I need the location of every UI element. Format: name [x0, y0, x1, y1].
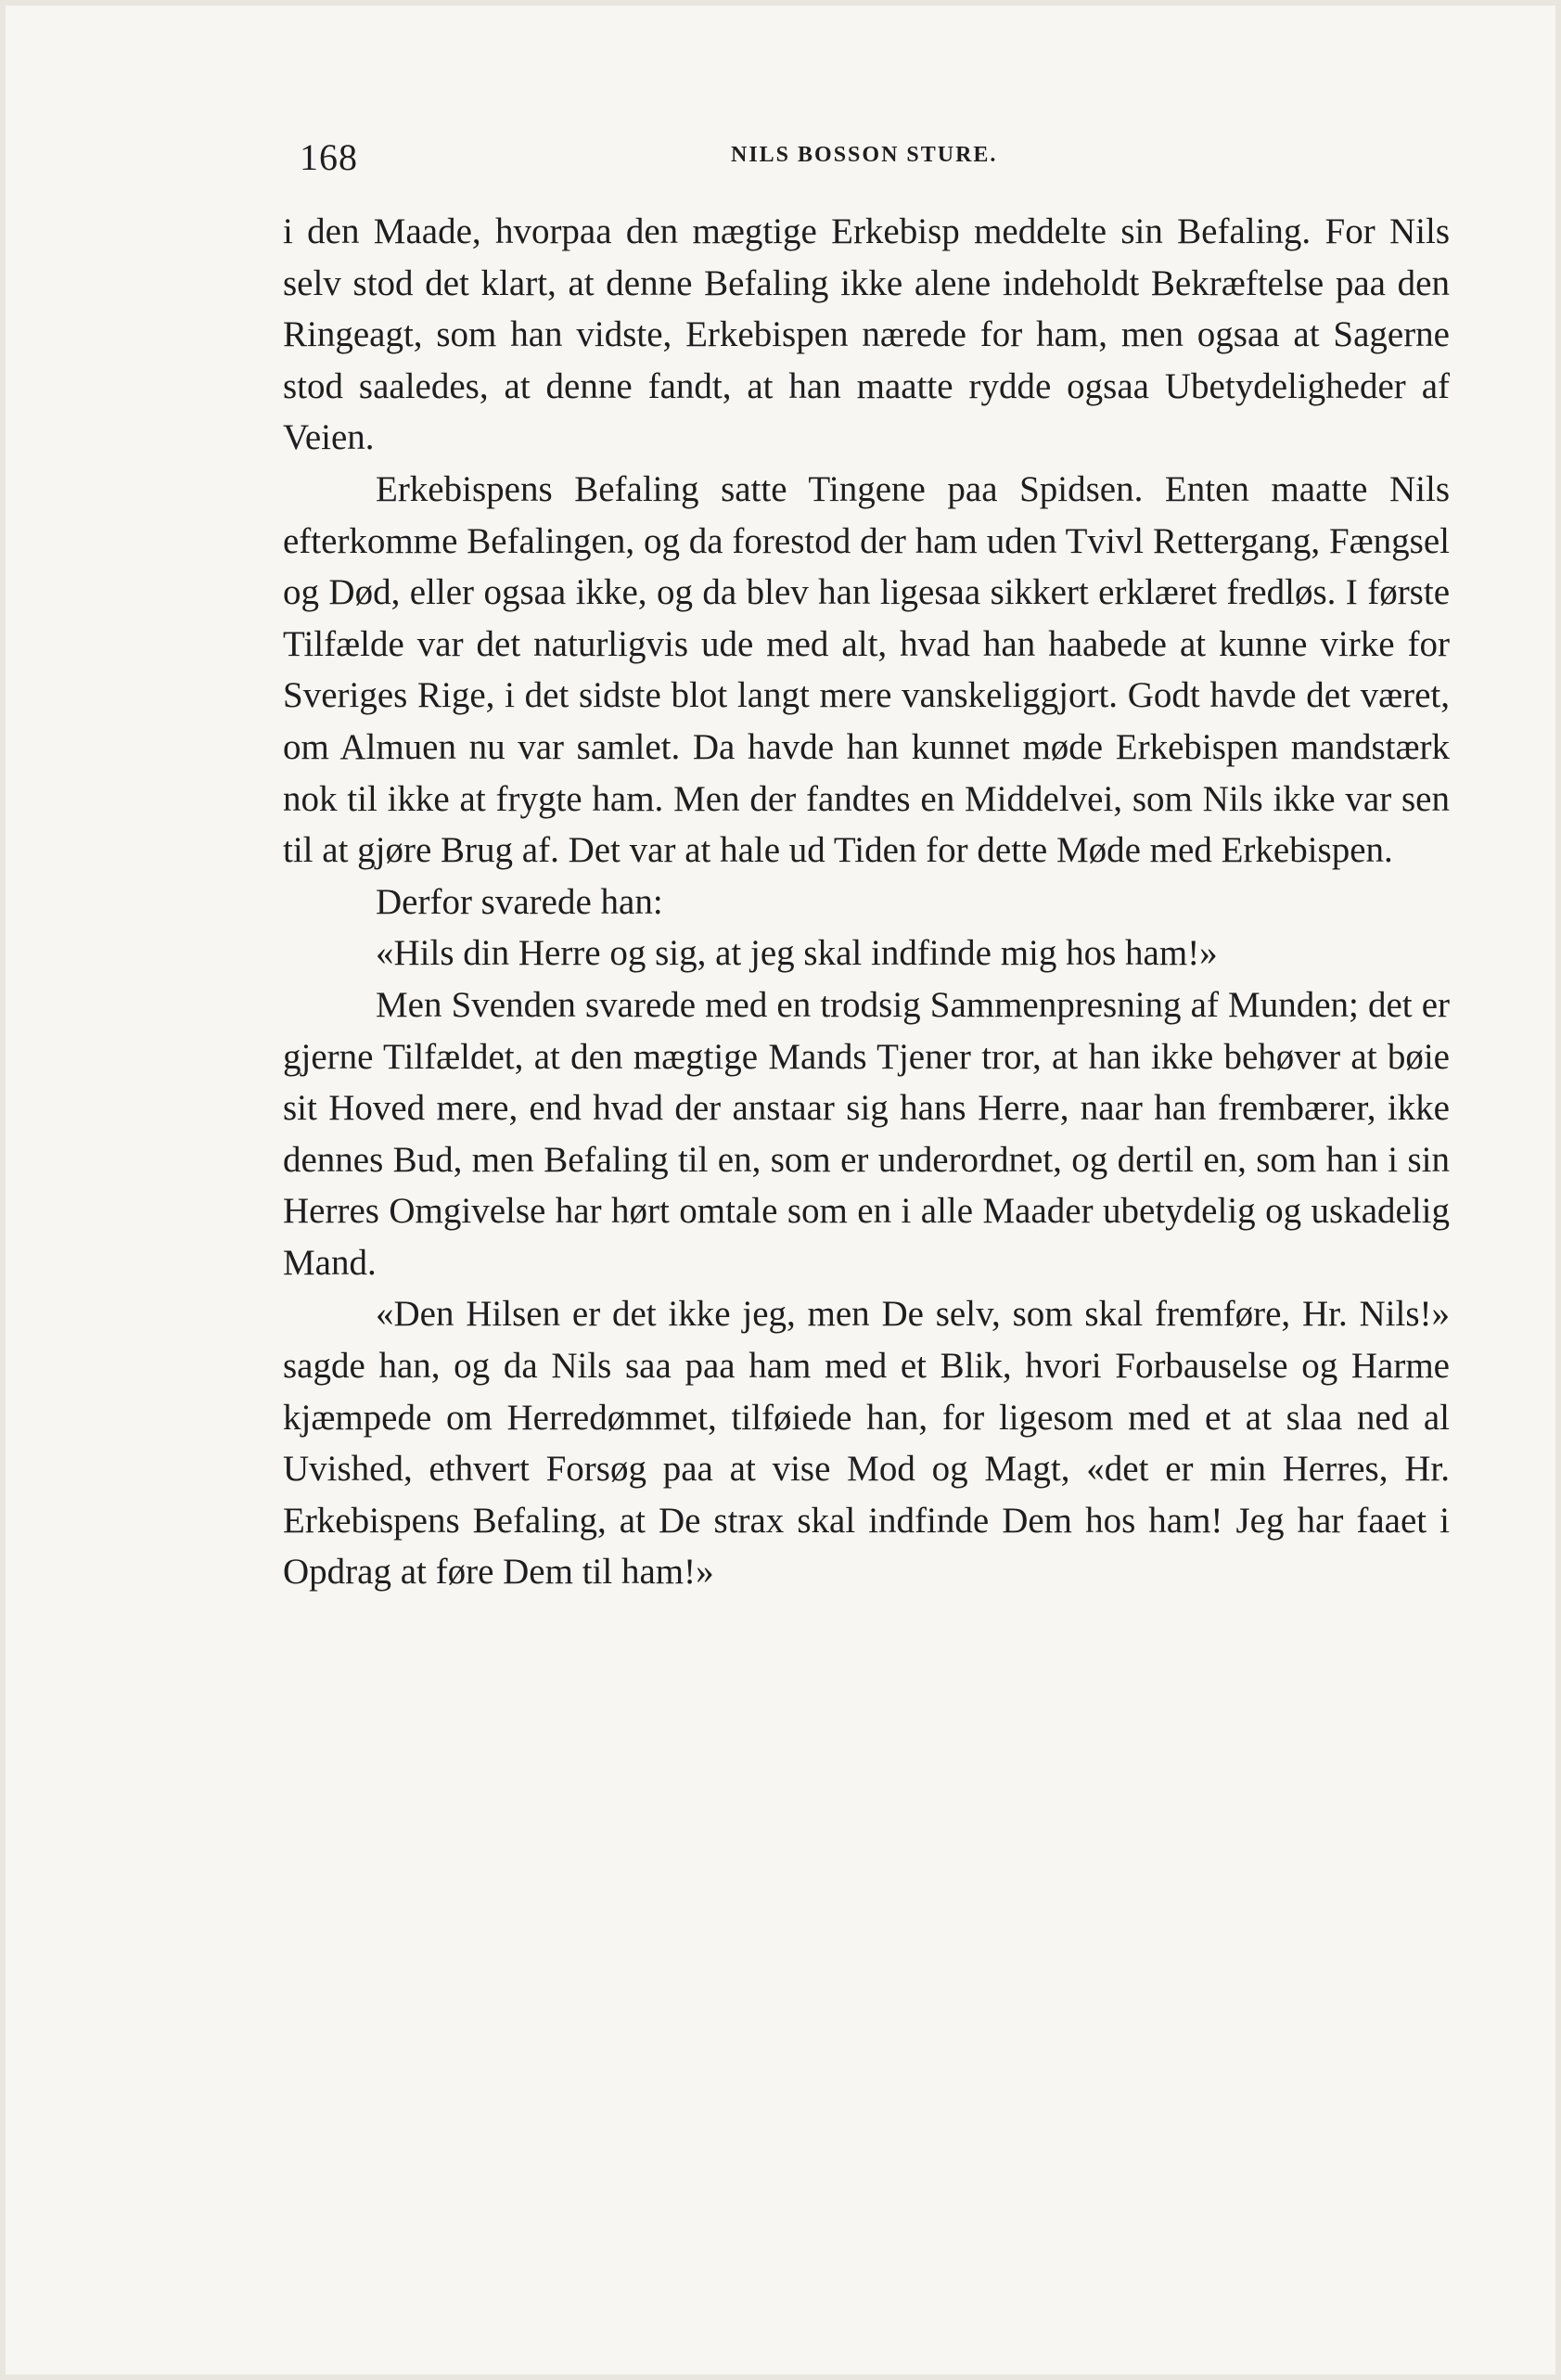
page-number: 168	[300, 136, 358, 178]
page-header	[300, 128, 1459, 184]
running-title: NILS BOSSON STURE.	[731, 143, 998, 167]
paragraph: Men Svenden svarede med en trodsig Sammenpresning af Munden; det er gjerne Tilfældet, at den mægtige Mands Tjener tror, at han ikke behøver at bøie sit Hoved mere, end hvad der anstaar sig hans Herre, naar han frembærer, ikke dennes Bud, men Befaling til en, som er underordnet, og dertil en, som han i sin Herres Omgivelse har hørt omtale som en i alle Maader ubetydelig og uskadelig Mand.	[283, 984, 1450, 1283]
paragraph: Derfor svarede han:	[376, 881, 663, 922]
body-text	[283, 206, 1450, 1598]
paragraph: i den Maade, hvorpaa den mægtige Erkebisp meddelte sin Befaling. For Nils selv stod det klart, at denne Befaling ikke alene indeholdt Bekræftelse paa den Ringeagt, som han vidste, Erkebispen nærede for ham, men ogsaa at Sagerne stod saaledes, at denne fandt, at han maatte rydde ogsaa Ubetydeligheder af Veien.	[283, 211, 1450, 458]
paragraph: «Hils din Herre og sig, at jeg skal indfinde mig hos ham!»	[376, 933, 1218, 974]
paragraph: Erkebispens Befaling satte Tingene paa Spidsen. Enten maatte Nils efterkomme Befalingen, og da forestod der ham uden Tvivl Rettergang, Fængsel og Død, eller ogsaa ikke, og da blev han ligesaa sikkert erklæret fredløs. I første Tilfælde var det naturligvis ude med alt, hvad han haabede at kunne virke for Sveriges Rige, i det sidste blot langt mere vanskeliggjort. Godt havde det været, om Almuen nu var samlet. Da havde han kunnet møde Erkebispen mandstærk nok til ikke at frygte ham. Men der fandtes en Middelvei, som Nils ikke var sen til at gjøre Brug af. Det var at hale ud Tiden for dette Møde med Erkebispen.	[283, 468, 1450, 871]
paragraph: «Den Hilsen er det ikke jeg, men De selv, som skal fremføre, Hr. Nils!» sagde han, og da Nils saa paa ham med et Blik, hvori Forbauselse og Harme kjæmpede om Herredømmet, tilføiede han, for ligesom med et at slaa ned al Uvished, ethvert Forsøg paa at vise Mod og Magt, «det er min Herres, Hr. Erkebispens Befaling, at De strax skal indfinde Dem hos ham! Jeg har faaet i Opdrag at føre Dem til ham!»	[283, 1294, 1450, 1593]
